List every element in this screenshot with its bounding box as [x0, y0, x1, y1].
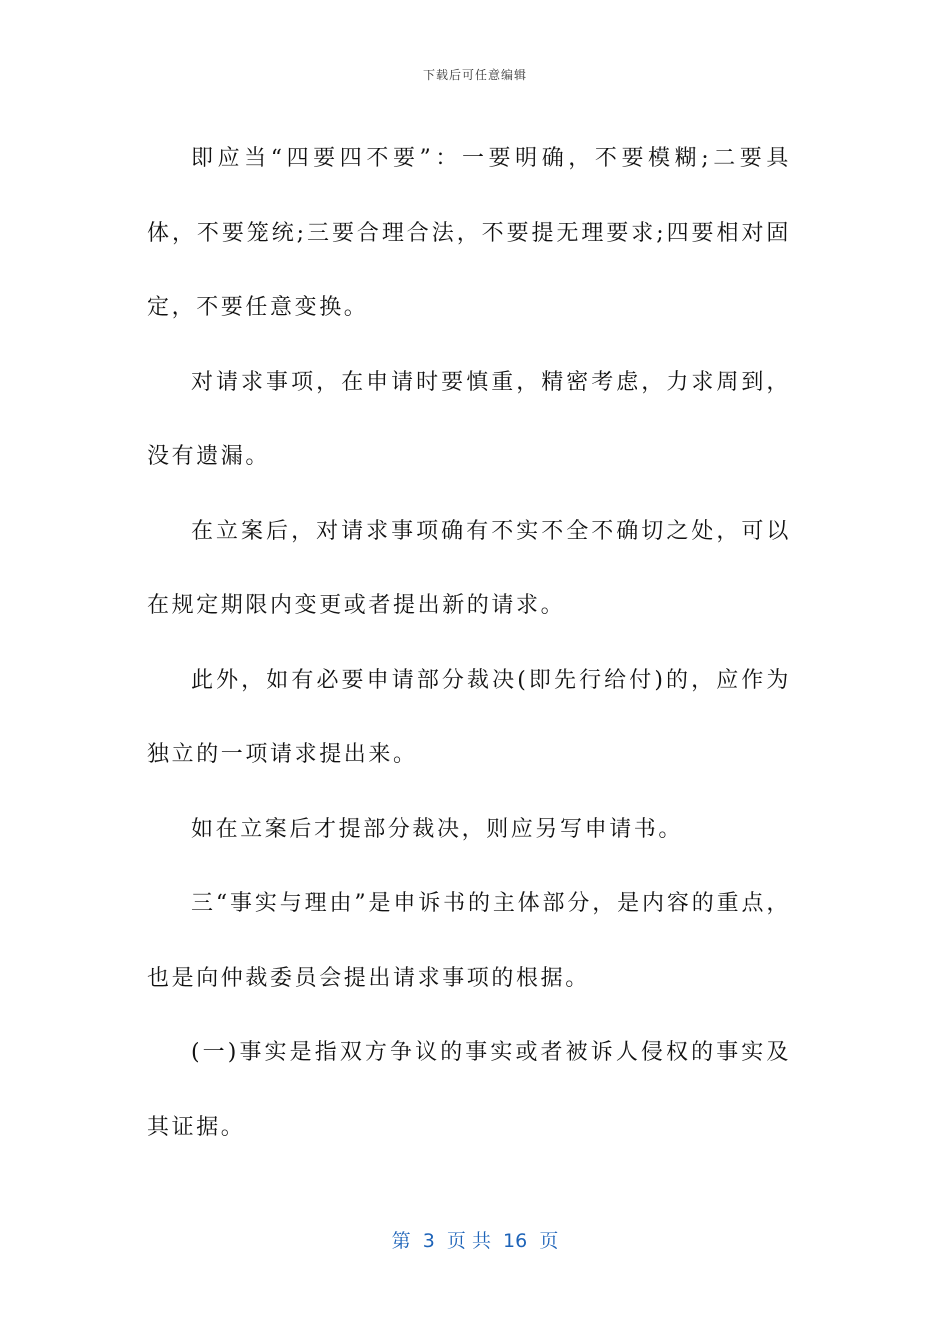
footer-suffix: 页: [527, 1230, 559, 1252]
footer-middle: 页 共: [434, 1230, 504, 1252]
current-page-number: 3: [422, 1230, 435, 1252]
paragraph-4: 此外，如有必要申请部分裁决(即先行给付)的，应作为独立的一项请求提出来。: [147, 667, 791, 767]
paragraph-3: 在立案后，对请求事项确有不实不全不确切之处，可以在规定期限内变更或者提出新的请求。: [147, 518, 791, 618]
page-footer: [0, 1226, 950, 1253]
paragraph-2: 对请求事项，在申请时要慎重，精密考虑，力求周到，没有遗漏。: [147, 369, 791, 469]
paragraph-6: 三“事实与理由”是申诉书的主体部分，是内容的重点，也是向仲裁委员会提出请求事项的根据。: [147, 891, 791, 991]
total-page-count: 16: [503, 1230, 528, 1252]
header-note: 下载后可任意编辑: [422, 68, 527, 82]
document-body: [147, 122, 791, 1165]
footer-prefix: 第: [391, 1230, 423, 1252]
paragraph-7: (一)事实是指双方争议的事实或者被诉人侵权的事实及其证据。: [147, 1040, 791, 1140]
paragraph-1: 即应当“四要四不要”：一要明确，不要模糊;二要具体，不要笼统;三要合理合法，不要提无理要求;四要相对固定，不要任意变换。: [147, 146, 791, 320]
paragraph-5: 如在立案后才提部分裁决，则应另写申请书。: [191, 816, 684, 842]
